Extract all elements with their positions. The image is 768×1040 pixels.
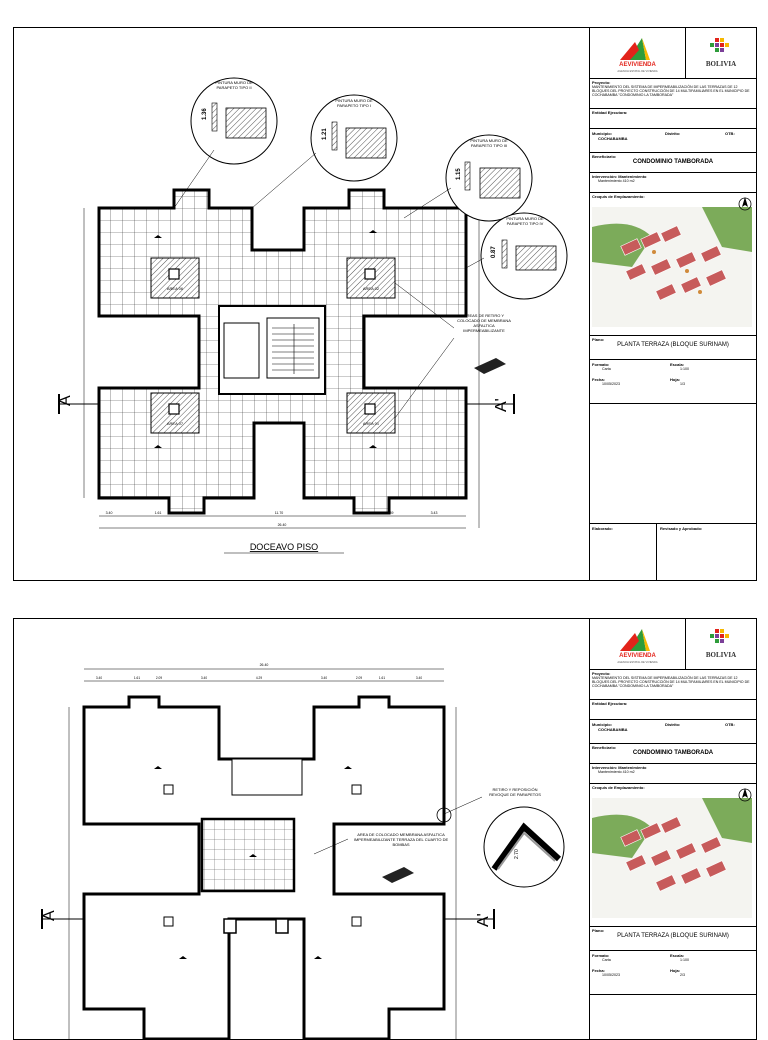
svg-text:1.21: 1.21 — [322, 128, 328, 140]
stair-core — [219, 306, 325, 394]
bottom-dimensions — [106, 511, 438, 527]
svg-text:3.40: 3.40 — [320, 676, 328, 680]
distrito-label: Distrito: — [665, 131, 681, 136]
title-block-2: AEVIVIENDA AGENCIA ESTATAL DE VIVIENDA BOLIVIA Proyecto: MANTENIMIENTO DEL SISTEMA DE IMPERMEABILIZACIÓN DE LAS TERRAZAS DE 12 BLOQUES DEL PROYECTO CONSTRUCCIÓN DE 14 MULTIFAMILIARES EN EL MUNICIPIO DE COCHABAMBA "CONDOMINIO LA TAMBORADA" Entidad Ejecutora: Municipio: COCHABAMBA Distrito: OTB: Beneficiario: CONDOMINIO TAMBORADA Intervención: Mantenimiento Mantenimiento 410 m2 Croquis de Emplazamiento: Plano: PLANTA TERRAZA (BLOQUE SURINAM) Formato: Carta Escala: 1:100 Fecha: 10/05/2023 Hoja: 2/3 — [589, 619, 756, 1039]
entidad-label: Entidad Ejecutora: — [592, 110, 628, 115]
north-arrow-icon — [738, 195, 752, 211]
svg-text:2.09: 2.09 — [355, 676, 363, 680]
note-areas-retiro: AREAS DE RETIRO Y COLOCADO DE MEMBRANA ASFALTICA IMPERMEABILIZANTE — [457, 313, 511, 333]
hoja-value-2: 2/3 — [680, 973, 685, 977]
floor-plan-terraza-bombas — [14, 619, 589, 1039]
plano-value: PLANTA TERRAZA (BLOQUE SURINAM) — [617, 342, 729, 348]
area-01-label: AREA 01 — [362, 421, 380, 426]
section-a-label-2: A — [41, 910, 58, 921]
aevivienda-text: AEVIVIENDA — [619, 62, 656, 68]
svg-text:3.40: 3.40 — [105, 511, 113, 515]
svg-text:1.61: 1.61 — [378, 676, 386, 680]
svg-text:2.10: 2.10 — [362, 511, 370, 515]
drawing-sheet-2 — [13, 618, 757, 1040]
svg-text:1.15: 1.15 — [456, 168, 462, 180]
area-07-label: AREA 07 — [166, 421, 184, 426]
note-parapeto-i: PINTURA MURO DE PARAPETO TIPO I — [335, 98, 373, 108]
section-a-prime-label: A' — [493, 398, 510, 412]
note-parapeto-iv: PINTURA MURO DE PARAPETO TIPO IV — [506, 216, 544, 226]
note-parapeto-iii: PINTURA MURO DE PARAPETO TIPO III — [470, 138, 508, 148]
site-map-image — [592, 207, 752, 327]
note-area-bombas: AREA DE COLOCADO MEMBRANA ASFALTICA IMPERMEABILIZANTE TERRAZA DEL CUARTO DE BOMBAS — [353, 832, 449, 847]
svg-text:3.40: 3.40 — [200, 676, 208, 680]
bolivia-logo-2: BOLIVIA — [686, 619, 756, 669]
pump-room-terrace — [202, 819, 294, 891]
aevivienda-logo: AEVIVIENDA AGENCIA ESTATAL DE VIVIENDA — [590, 28, 686, 78]
escala-label: Escala: — [670, 362, 685, 367]
svg-text:2.09: 2.09 — [155, 676, 163, 680]
beneficiario-value: CONDOMINIO TAMBORADA — [632, 159, 714, 165]
top-dim-total: 26.40 — [259, 663, 269, 667]
hoja-value: 1/3 — [680, 382, 685, 386]
site-map-image-2 — [592, 798, 752, 918]
drawing-title: DOCEAVO PISO — [249, 542, 319, 552]
intervencion-value: Mantenimiento — [618, 174, 647, 179]
municipio-value: COCHABAMBA — [598, 136, 628, 141]
escala-value: 1:100 — [680, 367, 689, 371]
proyecto-text-2: MANTENIMIENTO DEL SISTEMA DE IMPERMEABILIZACIÓN DE LAS TERRAZAS DE 12 BLOQUES DEL PROYECTO CONSTRUCCIÓN DE 14 MULTIFAMILIARES EN EL MUNICIPIO DE COCHABAMBA "CONDOMINIO LA TAMBORADA" — [592, 676, 750, 689]
svg-text:0.87: 0.87 — [491, 246, 497, 258]
svg-text:11.70: 11.70 — [274, 511, 284, 515]
svg-text:3.40: 3.40 — [415, 676, 423, 680]
beneficiario-value-2: CONDOMINIO TAMBORADA — [632, 750, 714, 756]
croquis-label: Croquis de Emplazamiento: — [592, 194, 645, 199]
bolivia-logo — [686, 28, 756, 78]
membrane-symbol-2 — [382, 867, 414, 883]
detail-parapeto-revoque — [484, 807, 564, 887]
svg-text:1.89: 1.89 — [386, 511, 394, 515]
floor-plan-doceavo-piso — [14, 28, 589, 580]
plano-value-2: PLANTA TERRAZA (BLOQUE SURINAM) — [617, 933, 729, 939]
svg-text:26.40: 26.40 — [277, 523, 287, 527]
section-a-label: A — [57, 395, 74, 406]
note-parapeto-ii: PINTURA MURO DE PARAPETO TIPO II — [215, 80, 253, 90]
hoja-label: Hoja: — [670, 377, 680, 382]
svg-text:2.70: 2.70 — [514, 849, 520, 859]
plano-label: Plano: — [592, 337, 605, 342]
proyecto-text: MANTENIMIENTO DEL SISTEMA DE IMPERMEABILIZACIÓN DE LAS TERRAZAS DE 12 BLOQUES DEL PROYECTO CONSTRUCCIÓN DE 14 MULTIFAMILIARES EN EL MUNICIPIO DE COCHABAMBA "CONDOMINIO LA TAMBORADA" — [592, 85, 750, 98]
aevivienda-logo-2: AEVIVIENDA AGENCIA ESTATAL DE VIVIENDA — [590, 619, 686, 669]
svg-text:4.29: 4.29 — [255, 676, 263, 680]
formato-label: Formato: — [592, 362, 610, 367]
section-a-prime-label-2: A' — [475, 913, 492, 927]
fecha-label: Fecha: — [592, 377, 605, 382]
title-block-1: AEVIVIENDA AGENCIA ESTATAL DE VIVIENDA BOLIVIA Proyecto: MANTENIMIENTO DEL SISTEMA DE IMPERMEABILIZACIÓN DE LAS TERRAZAS DE 12 BLOQUES DEL PROYECTO CONSTRUCCIÓN DE 14 MULTIFAMILIARES EN EL MUNICIPIO DE COCHABAMBA "CONDOMINIO LA TAMBORADA" Entidad Ejecutora: Municipio: COCHABAMBA Distrito: OTB: Beneficiario: CONDOMINIO TAMBORADA Intervención: Mantenimiento Mantenimiento 410 m2 Croquis de Emplazamiento: Plano: PLANTA TERRAZA (BLOQUE SURINAM) Formato: Carta Escala: 1:100 Fecha: 10/05/2023 Hoja: 1/3 Elaborado: Revisado y Aprobado: — [589, 28, 756, 580]
fecha-value: 10/05/2023 — [602, 382, 620, 386]
otb-label: OTB: — [725, 131, 735, 136]
revisado-label: Revisado y Aprobado: — [660, 526, 703, 531]
intervencion-label: Intervención: — [592, 174, 618, 179]
top-dimensions — [96, 676, 422, 680]
svg-text:1.61: 1.61 — [133, 676, 141, 680]
svg-text:1.36: 1.36 — [202, 108, 208, 120]
svg-text:3.43: 3.43 — [430, 511, 438, 515]
formato-value: Carta — [602, 367, 611, 371]
svg-text:1.61: 1.61 — [154, 511, 162, 515]
area-02-label: AREA 02 — [362, 286, 380, 291]
svg-text:3.40: 3.40 — [95, 676, 103, 680]
proyecto-label: Proyecto: — [592, 80, 611, 85]
bolivia-text: BOLIVIA — [705, 60, 737, 68]
note-retiro-revoque: RETIRO Y REPOSICIÓN REVOQUE DE PARAPETOS — [489, 787, 541, 797]
svg-text:2.09: 2.09 — [178, 511, 186, 515]
drawing-sheet-1 — [13, 27, 757, 581]
area-06-label: AREA 06 — [166, 286, 184, 291]
elaborado-label: Elaborado: — [592, 526, 613, 531]
municipio-label: Municipio: — [592, 131, 612, 136]
north-arrow-icon-2 — [738, 786, 752, 802]
beneficiario-label: Beneficiario: — [592, 154, 617, 159]
